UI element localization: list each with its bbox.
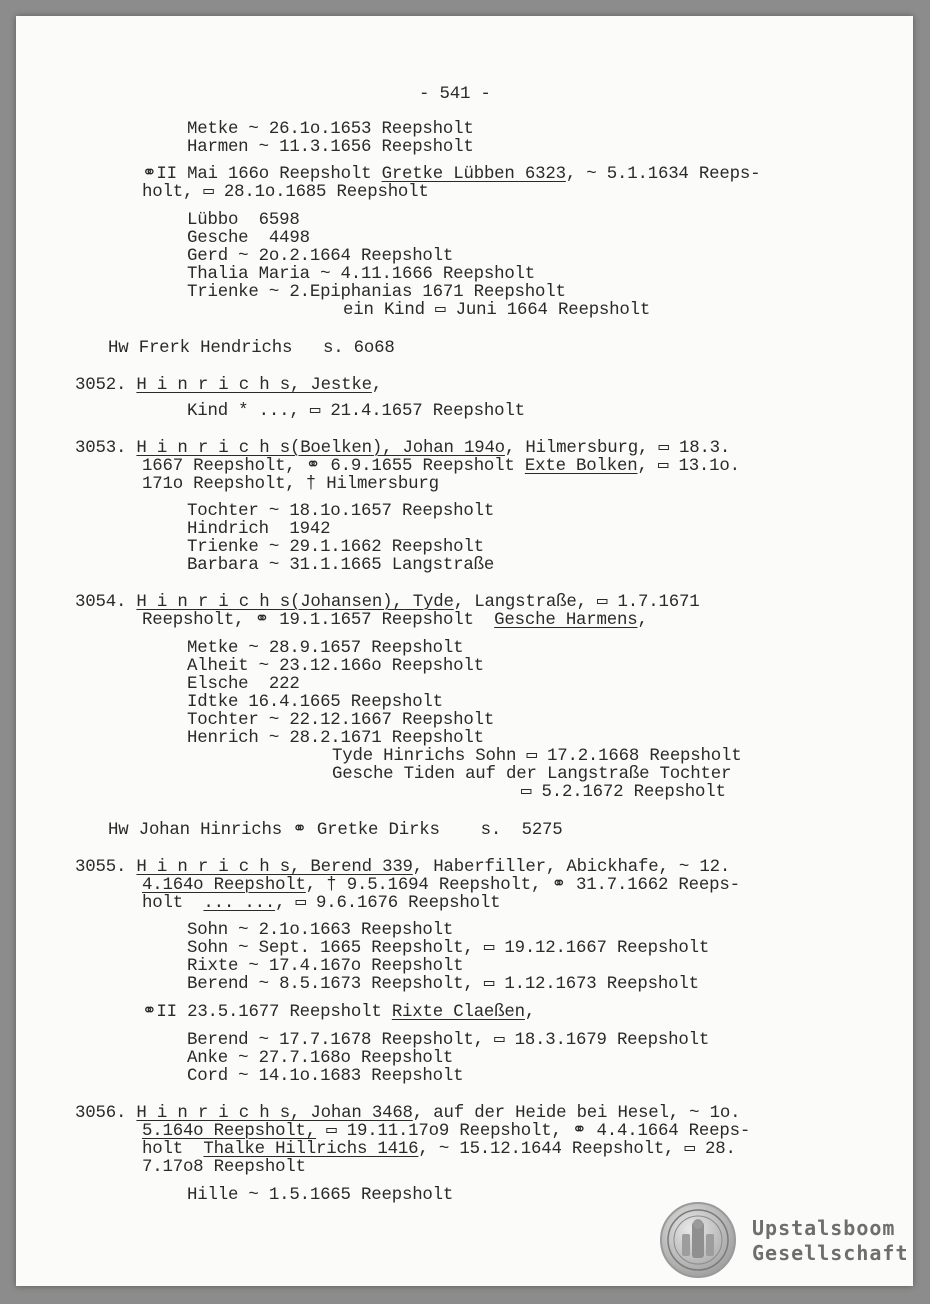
hw-reference: Hw Frerk Hendrichs s. 6o68 (108, 339, 395, 358)
child-entry: Barbara ~ 31.1.1665 Langstraße (187, 556, 495, 575)
child-entry: Rixte ~ 17.4.167o Reepsholt (187, 957, 464, 976)
child-entry: Lübbo 6598 (187, 211, 300, 230)
entry-heading-3056: 3056. H i n r i c h s, Johan 3468, auf der Heide bei Hesel, ~ 1o. (75, 1104, 741, 1123)
child-note: Gesche Tiden auf der Langstraße Tochter (332, 765, 732, 784)
child-entry: Tochter ~ 22.12.1667 Reepsholt (187, 711, 495, 730)
child-entry: Henrich ~ 28.2.1671 Reepsholt (187, 729, 484, 748)
entry-line: Reepsholt, ⚭ 19.1.1657 Reepsholt Gesche Harmens, (142, 611, 648, 630)
document-page (16, 16, 913, 1286)
child-entry: Berend ~ 17.7.1678 Reepsholt, ▭ 18.3.1679 Reepsholt (187, 1031, 710, 1050)
logo-text: Upstalsboom Gesellschaft (752, 1216, 909, 1265)
entry-line: 4.164o Reepsholt, † 9.5.1694 Reepsholt, ⚭ 31.7.1662 Reeps- (142, 876, 740, 895)
entry-line: holt ... ..., ▭ 9.6.1676 Reepsholt (142, 894, 501, 913)
child-entry: Alheit ~ 23.12.166o Reepsholt (187, 657, 484, 676)
child-entry: Trienke ~ 29.1.1662 Reepsholt (187, 538, 484, 557)
child-entry: Sohn ~ 2.1o.1663 Reepsholt (187, 921, 454, 940)
child-entry: Berend ~ 8.5.1673 Reepsholt, ▭ 1.12.1673 Reepsholt (187, 975, 699, 994)
child-entry: Sohn ~ Sept. 1665 Reepsholt, ▭ 19.12.1667 Reepsholt (187, 939, 710, 958)
entry-line: 7.17o8 Reepsholt (142, 1158, 306, 1177)
entry-name: H i n r i c h s, Jestke (136, 376, 372, 395)
child-entry: Metke ~ 28.9.1657 Reepsholt (187, 639, 464, 658)
child-entry: Idtke 16.4.1665 Reepsholt (187, 693, 443, 712)
child-note: ein Kind ▭ Juni 1664 Reepsholt (343, 301, 651, 320)
spouse-name: Gesche Harmens (494, 611, 638, 630)
marriage-line: ⚭II 23.5.1677 Reepsholt Rixte Claeßen, (142, 1003, 536, 1022)
child-entry: Gerd ~ 2o.2.1664 Reepsholt (187, 247, 454, 266)
entry-line: holt Thalke Hillrichs 1416, ~ 15.12.1644 Reepsholt, ▭ 28. (142, 1140, 736, 1159)
spouse-name: Rixte Claeßen (391, 1003, 525, 1022)
entry-name: H i n r i c h s(Boelken), Johan 194o (136, 439, 505, 458)
hw-reference: Hw Johan Hinrichs ⚭ Gretke Dirks s. 5275 (108, 821, 563, 840)
entry-name: H i n r i c h s, Johan 3468 (136, 1104, 413, 1123)
entry-name: H i n r i c h s, Berend 339 (136, 858, 413, 877)
child-entry: Tochter ~ 18.1o.1657 Reepsholt (187, 502, 495, 521)
spouse-name: Exte Bolken (524, 457, 638, 476)
child-entry: Cord ~ 14.1o.1683 Reepsholt (187, 1067, 464, 1086)
child-entry: Hille ~ 1.5.1665 Reepsholt (187, 1186, 454, 1205)
entry-line: 5.164o Reepsholt, ▭ 19.11.17o9 Reepsholt, ⚭ 4.4.1664 Reeps- (142, 1122, 751, 1141)
child-entry: Gesche 4498 (187, 229, 310, 248)
page-number: - 541 - (419, 85, 491, 104)
child-note: Tyde Hinrichs Sohn ▭ 17.2.1668 Reepsholt (332, 747, 742, 766)
entry-name: H i n r i c h s(Johansen), Tyde (136, 593, 454, 612)
child-entry: Trienke ~ 2.Epiphanias 1671 Reepsholt (187, 283, 566, 302)
spouse-name: Thalke Hillrichs 1416 (203, 1140, 419, 1159)
society-logo (660, 1202, 909, 1278)
child-note: ▭ 5.2.1672 Reepsholt (521, 783, 726, 802)
child-entry: Kind * ..., ▭ 21.4.1657 Reepsholt (187, 402, 525, 421)
marriage-line-cont: holt, ▭ 28.1o.1685 Reepsholt (142, 183, 429, 202)
entry-heading-3055: 3055. H i n r i c h s, Berend 339, Haberfiller, Abickhafe, ~ 12. (75, 858, 731, 877)
child-entry: Elsche 222 (187, 675, 300, 694)
child-entry: Thalia Maria ~ 4.11.1666 Reepsholt (187, 265, 536, 284)
seal-icon (660, 1202, 736, 1278)
child-entry: Harmen ~ 11.3.1656 Reepsholt (187, 138, 474, 157)
entry-line: 171o Reepsholt, † Hilmersburg (142, 475, 439, 494)
spouse-name: ... ... (203, 894, 276, 913)
entry-heading-3053: 3053. H i n r i c h s(Boelken), Johan 194o, Hilmersburg, ▭ 18.3. (75, 439, 731, 458)
spouse-name: Gretke Lübben 6323 (381, 165, 566, 184)
marriage-line: ⚭II Mai 166o Reepsholt Gretke Lübben 6323, ~ 5.1.1634 Reeps- (142, 165, 761, 184)
entry-heading-3052: 3052. H i n r i c h s, Jestke, (75, 376, 383, 395)
child-entry: Metke ~ 26.1o.1653 Reepsholt (187, 120, 474, 139)
entry-line: 1667 Reepsholt, ⚭ 6.9.1655 Reepsholt Exte Bolken, ▭ 13.1o. (142, 457, 740, 476)
child-entry: Anke ~ 27.7.168o Reepsholt (187, 1049, 454, 1068)
entry-heading-3054: 3054. H i n r i c h s(Johansen), Tyde, Langstraße, ▭ 1.7.1671 (75, 593, 700, 612)
child-entry: Hindrich 1942 (187, 520, 331, 539)
